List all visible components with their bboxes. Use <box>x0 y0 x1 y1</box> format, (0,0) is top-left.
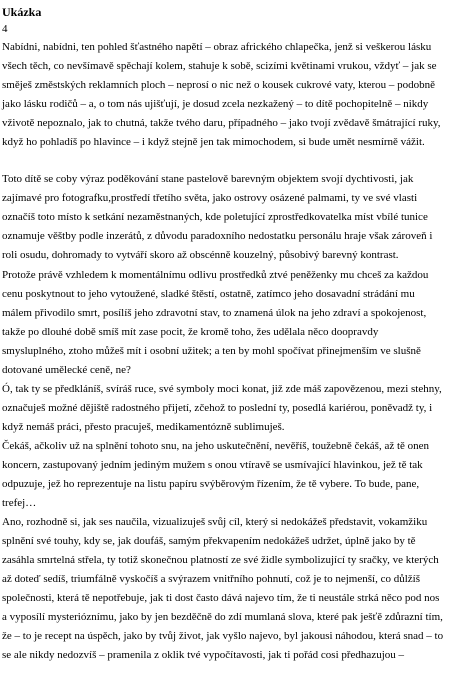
paragraph-gap <box>2 152 448 170</box>
text-line: oznamuje věštby podle inzerátů, z důvodu paradoxního nedostatku personálu hraje však zároveň i <box>2 230 433 243</box>
text-line: Nabídni, nabídni, ten pohled šťastného napětí – obraz afrického chlapečka, jenž si veškerou lásku <box>2 41 432 53</box>
paragraph <box>2 170 448 265</box>
paragraph <box>2 38 448 152</box>
section-number: 4 <box>2 23 8 35</box>
document-body <box>2 38 448 666</box>
text-line: Protože právě vzhledem k momentálnímu odlivu prostředků ztvé peněženky mu chceš za každou <box>2 268 429 281</box>
text-line: až doteď sedíš, triumfálně vyskočíš a svýrazem vnitřního pohnutí, což je to nejmenší, co důlžíš <box>2 573 420 586</box>
text-line: označuješ možné dějiště radostného přijetí, zčehož to poslední ty, posedlá kariérou, poněvadž ty, i <box>2 401 433 414</box>
text-line: zajímavé pro fotografku,prostředí třetího světa, jako ostrovy osázené palmami, ty ve své vlasti <box>2 192 418 205</box>
text-line: všech těch, co nevšímavě spěchají kolem, stahuje k sobě, scizími květinami vrukou, vždyť – jak se <box>2 60 437 73</box>
text-line: Ano, rozhodně si, jak ses naučila, vizualizuješ svůj cíl, který si nedokážeš představit, vokamžiku <box>2 516 428 529</box>
text-line: splnění své touhy, kdy se, jak doufáš, samým překvapením nedokážeš udržet, úplně jako by tě <box>2 535 416 548</box>
text-line: Toto dítě se coby výraz poděkování stane pastelově barevným objektem svojí dychtivosti, jak <box>2 173 414 186</box>
text-line: společnosti, která tě nepotřebuje, jak ti dost často dává najevo tím, že ti neustále strká něco pod nos <box>2 592 440 605</box>
text-line: cenu poskytnout to jeho vytoužené, sladké štěstí, ostatně, zatímco jeho dosavadní strádání mu <box>2 287 415 300</box>
text-line: vživotě nepoznalo, jak to chutná, takže tvého daru, případného – jako tvojí zvědavě šmátrající ruky, <box>2 117 441 130</box>
text-line: jako lásku rodičů – a, o tom nás ujišťují, je dosud zcela nezkažený – to dítě pochopitelně – nikdy <box>2 98 429 111</box>
text-line: dotované umělecké ceně, ne? <box>2 363 131 376</box>
text-line: když ho pohladíš po hlavince – i když stejně jen tak mimochodem, si bude umět nesmírně vážit. <box>2 136 425 149</box>
paragraph <box>2 380 448 437</box>
text-line: takže po dlouhé době smíš mít zase pocit, že kromě toho, žes udělala něco doopravdy <box>2 325 379 338</box>
text-line: smysluplného, ztoho můžeš mít i osobní užitek; a ten by mohl spočívat přinejmenším ve slušně <box>2 344 421 357</box>
text-line: když nemáš práci, přesto pracuješ, medikamentózně sublimuješ. <box>2 420 285 433</box>
document-title: Ukázka <box>2 5 42 19</box>
text-line: málem přivodilo smrt, posílíš jeho zdravotní stav, to znamená úlok na jeho zdraví a spokojenost, <box>2 306 427 319</box>
paragraph <box>2 266 448 380</box>
text-line: směješ změstských reklamních ploch – neprosí o nic než o kousek cukrové vaty, kterou – podobně <box>2 79 436 92</box>
text-line: koncern, zastupovaný jedním jediným mužem s onou vtíravě se usmívající hlavinkou, jež tě tak <box>2 458 423 471</box>
text-line: Ó, tak ty se předkláníš, svíráš ruce, své symboly moci konat, již zde máš zapovězenou, mezi stehny, <box>2 382 442 395</box>
paragraph <box>2 437 448 513</box>
text-line: označíš toto místo k setkání nezaměstnaných, kde poletující zprostředkovatelka míst vbílé tunice <box>2 211 428 224</box>
text-line: Čekáš, ačkoliv už na splnění tohoto snu, na jeho uskutečnění, nevěříš, toužebně čekáš, až tě onen <box>2 439 430 452</box>
text-line: trefej… <box>2 497 37 510</box>
text-line: a vyposílí mysterióznímu, jako by jen bezděčně do zdí mumlaná slova, které pak ješťě zdůrazní tím, <box>2 611 443 624</box>
text-line: se ale nikdy nedozvíš – pramenila z oklik tvé vypočítavosti, jak ti pořád cosi předhazujou – <box>2 649 405 662</box>
text-line: roli osudu, dohromady to vytváří skoro až obscénně kouzelný, působivý barevný kontrast. <box>2 249 399 262</box>
paragraph <box>2 513 448 665</box>
text-line: zasáhla smrtelná střela, ty totiž skonečnou platností ze své židle symbolizující ty sračky, ve kterých <box>2 554 439 567</box>
text-line: že – to je recept na úspěch, jako by tvůj život, jak vyšlo najevo, byl jakousi náhodou, která snad – to <box>2 630 444 643</box>
text-line: odpuzuje, jež ho reprezentuje na listu papíru svýběrovým řízením, že tě vybere. To bude, pane, <box>2 478 420 491</box>
